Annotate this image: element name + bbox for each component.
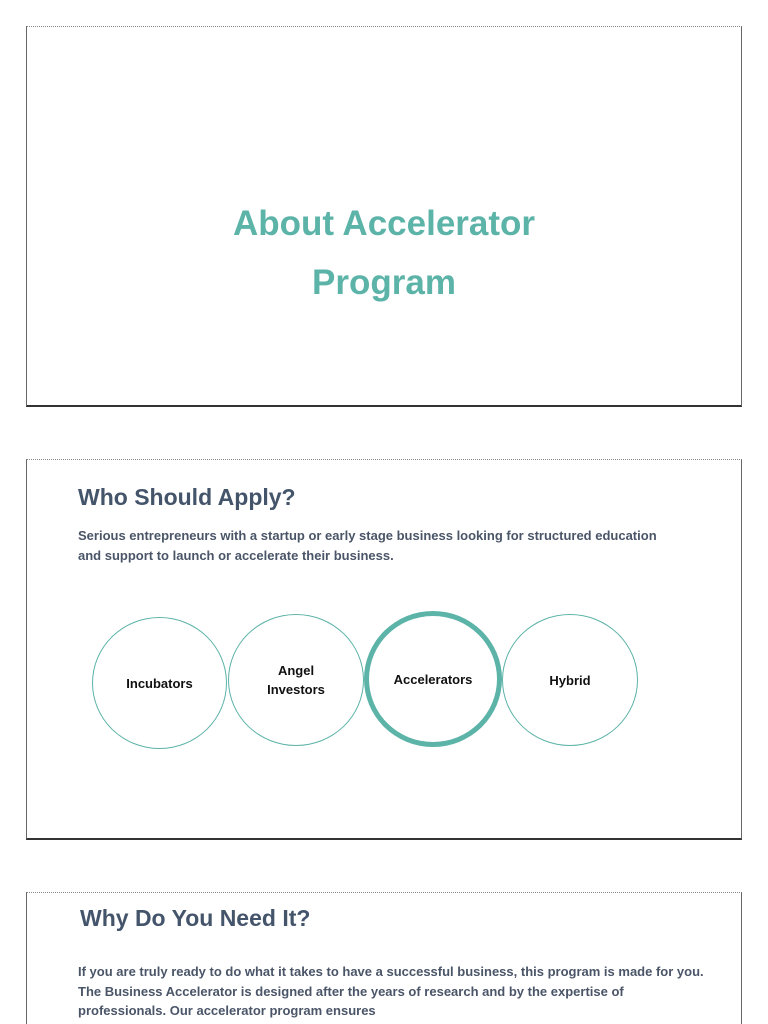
- circle-label: Hybrid: [549, 672, 591, 688]
- circle-accelerators: [364, 611, 502, 747]
- section-heading: Why Do You Need It?: [80, 905, 311, 931]
- slide-title: [26, 26, 742, 407]
- page-title: [27, 194, 741, 312]
- circle-label: Angel Investors: [267, 663, 325, 697]
- circle-incubators: [92, 617, 227, 749]
- section-heading: Who Should Apply?: [78, 484, 296, 510]
- slide-why-need-it: [26, 892, 742, 1024]
- slide-who-should-apply: [26, 459, 742, 840]
- circle-hybrid: [502, 614, 638, 746]
- circle-label: Incubators: [126, 675, 193, 691]
- circle-angel-investors: [228, 614, 364, 746]
- section-body: If you are truly ready to do what it takes to have a successful business, this program is made for you. The Business Accelerator is designed after the years of research and by the expertise of professionals. Our accelerator program ensures: [78, 964, 704, 1018]
- title-line-1: About Accelerator: [232, 204, 536, 244]
- section-body: Serious entrepreneurs with a startup or early stage business looking for structured education and support to launch or accelerate their business.: [78, 528, 657, 563]
- title-line-2: Program: [312, 263, 456, 303]
- circle-label: Accelerators: [393, 671, 473, 687]
